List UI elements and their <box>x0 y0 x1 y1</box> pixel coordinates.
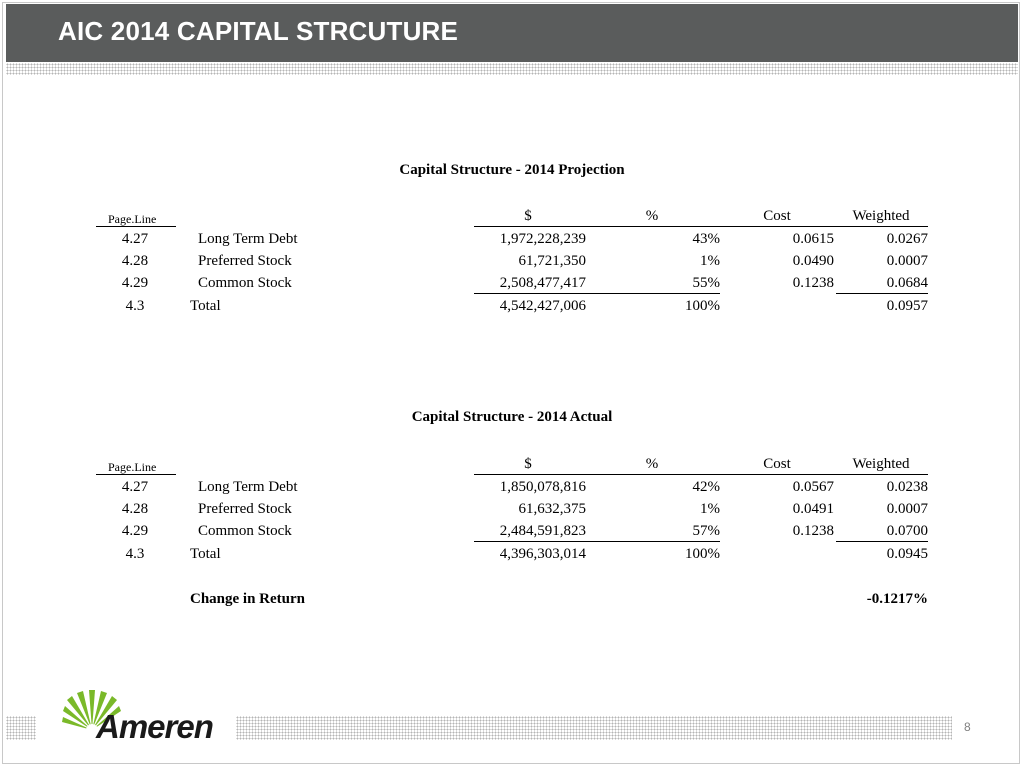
row-percent: 100% <box>685 546 720 562</box>
row-weighted: 0.0007 <box>886 253 928 269</box>
row-dollars: 4,396,303,014 <box>499 546 586 562</box>
row-label: Total <box>190 298 221 314</box>
row-pageline: 4.29 <box>121 275 149 291</box>
page-title: AIC 2014 CAPITAL STRCUTURE <box>58 16 459 46</box>
row-weighted: 0.0238 <box>886 479 928 495</box>
header-underline <box>474 474 928 475</box>
row-percent: 42% <box>692 479 720 495</box>
row-cost: 0.0615 <box>792 231 834 247</box>
row-percent: 55% <box>692 275 720 291</box>
row-dollars: 61,721,350 <box>518 253 586 269</box>
ameren-logo-text: Ameren <box>96 708 213 745</box>
row-dollars: 2,508,477,417 <box>499 275 586 291</box>
row-dollars: 4,542,427,006 <box>499 298 586 314</box>
row-weighted: 0.0007 <box>886 501 928 517</box>
row-dollars: 61,632,375 <box>518 501 586 517</box>
row-dollars: 1,972,228,239 <box>499 231 586 247</box>
col-header-weighted: Weighted <box>852 456 910 472</box>
row-label: Long Term Debt <box>198 231 298 247</box>
row-weighted: 0.0957 <box>886 298 928 314</box>
row-cost: 0.0490 <box>792 253 834 269</box>
change-in-return-value: -0.1217% <box>866 591 928 607</box>
row-label: Common Stock <box>198 275 292 291</box>
row-pageline: 4.27 <box>121 231 149 247</box>
col-header-percent: % <box>645 208 659 224</box>
row-pageline: 4.28 <box>121 253 149 269</box>
header-underline <box>96 226 176 227</box>
subtotal-underline <box>474 541 720 542</box>
row-cost: 0.0491 <box>792 501 834 517</box>
row-weighted: 0.0700 <box>886 523 928 539</box>
dotted-divider-top <box>6 63 1018 75</box>
col-header-percent: % <box>645 456 659 472</box>
row-weighted: 0.0945 <box>886 546 928 562</box>
row-pageline: 4.29 <box>121 523 149 539</box>
row-cost: 0.1238 <box>792 523 834 539</box>
page-number: 8 <box>964 720 971 734</box>
col-header-pageline: Page.Line <box>108 460 157 474</box>
col-header-pageline: Page.Line <box>108 212 157 226</box>
row-cost: 0.0567 <box>792 479 834 495</box>
row-weighted: 0.0267 <box>886 231 928 247</box>
col-header-weighted: Weighted <box>852 208 910 224</box>
row-pageline: 4.3 <box>125 298 145 314</box>
row-label: Total <box>190 546 221 562</box>
row-label: Common Stock <box>198 523 292 539</box>
row-weighted: 0.0684 <box>886 275 928 291</box>
row-pageline: 4.27 <box>121 479 149 495</box>
row-cost: 0.1238 <box>792 275 834 291</box>
row-percent: 1% <box>700 253 720 269</box>
col-header-dollars: $ <box>524 456 532 472</box>
row-percent: 57% <box>692 523 720 539</box>
row-percent: 1% <box>700 501 720 517</box>
change-in-return-label: Change in Return <box>190 591 306 607</box>
subtotal-underline <box>836 293 928 294</box>
row-dollars: 1,850,078,816 <box>499 479 586 495</box>
row-percent: 43% <box>692 231 720 247</box>
slide-frame <box>2 2 1020 764</box>
col-header-cost: Cost <box>763 456 791 472</box>
row-percent: 100% <box>685 298 720 314</box>
row-label: Long Term Debt <box>198 479 298 495</box>
subtotal-underline <box>474 293 720 294</box>
col-header-dollars: $ <box>524 208 532 224</box>
row-label: Preferred Stock <box>198 501 292 517</box>
actual-table-title: Capital Structure - 2014 Actual <box>411 409 613 425</box>
col-header-cost: Cost <box>763 208 791 224</box>
dotted-divider-bottom-right <box>236 716 952 740</box>
projection-table-title: Capital Structure - 2014 Projection <box>399 162 625 178</box>
row-label: Preferred Stock <box>198 253 292 269</box>
subtotal-underline <box>836 541 928 542</box>
dotted-divider-bottom-left <box>6 716 36 740</box>
row-pageline: 4.28 <box>121 501 149 517</box>
header-underline <box>96 474 176 475</box>
ameren-logo <box>62 686 212 746</box>
row-dollars: 2,484,591,823 <box>499 523 586 539</box>
header-underline <box>474 226 928 227</box>
row-pageline: 4.3 <box>125 546 145 562</box>
